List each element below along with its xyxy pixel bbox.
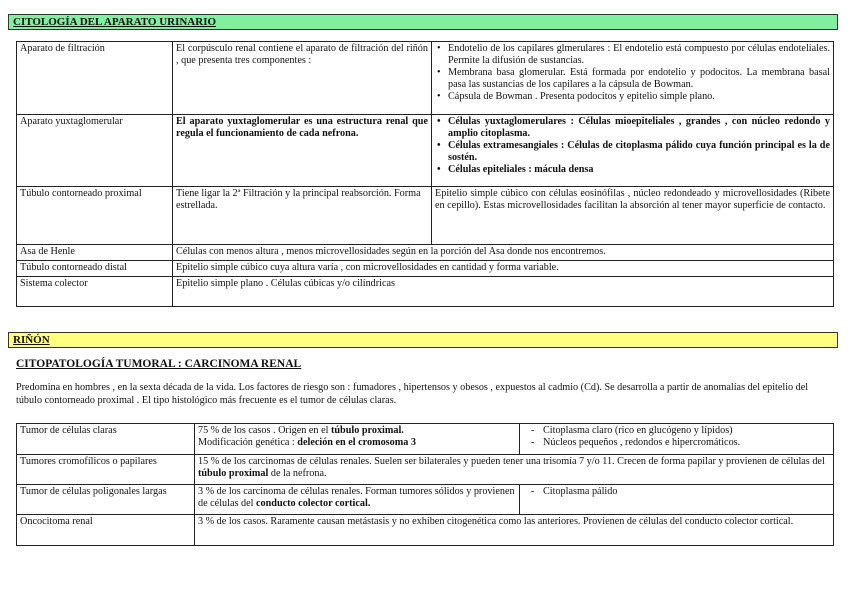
- row-label: Tumor de células poligonales largas: [17, 485, 195, 515]
- row-label: Túbulo contorneado proximal: [17, 187, 173, 245]
- list-item: • Endotelio de los capilares glmerulares : El endotelio está compuesto por células endoteliales. Permite la difusión de sustancias.: [448, 43, 830, 67]
- row-description: El aparato yuxtaglomerular es una estructura renal que regula el funcionamiento de cada nefrona.: [173, 115, 432, 187]
- row-description: Epitelio simple cúbico cuya altura varía , con microvellosidades en cantidad y forma variable.: [173, 261, 834, 277]
- row-label: Aparato yuxtaglomerular: [17, 115, 173, 187]
- list-item: - Núcleos pequeños , redondos e hipercromáticos.: [543, 437, 830, 449]
- row-label: Túbulo contorneado distal: [17, 261, 173, 277]
- text: Modificación genética :: [198, 437, 298, 449]
- row-description: 3 % de los casos. Raramente causan metástasis y no exhiben citogenética como las anteriores. Provienen de células del conducto colector cortical.: [195, 515, 834, 546]
- row-detail: [520, 424, 834, 455]
- bold-text: túbulo proximal.: [330, 425, 404, 436]
- text: 15 % de los carcinomas de células renales. Suelen ser bilaterales y pueden tener una trisomía 7 y/o 11. Crecen de forma papilar y provienen de células del: [198, 456, 825, 467]
- row-description: Epitelio simple plano . Células cúbicas y/o cilíndricas: [173, 277, 834, 307]
- table-row: [17, 261, 834, 277]
- row-detail: [520, 485, 834, 515]
- table-row: [17, 485, 834, 515]
- row-label: Aparato de filtración: [17, 42, 173, 115]
- row-description: Tiene ligar la 2ª Filtración y la principal reabsorción. Forma estrellada.: [173, 187, 432, 245]
- list-item: • Membrana basa glomerular. Está formada por endotelio y podocitos. La membrana basal pasa las sustancias de los capilares a la cápsula de Bowman.: [448, 67, 830, 91]
- list-item: • Cápsula de Bowman . Presenta podocitos y epitelio simple plano.: [448, 91, 830, 103]
- row-label: Oncocitoma renal: [17, 515, 195, 546]
- tumor-table: [16, 423, 834, 546]
- intro-paragraph: Predomina en hombres , en la sexta década de la vida. Los factores de riesgo son : fumadores , hipertensos y obesos , expuestos al cadmio (Cd). Se desarrolla a partir de anomalías del epitelio del túbulo contorneado proximal . El tipo histológico más frecuente es el tumor de células claras.: [16, 382, 809, 406]
- table-row: [17, 245, 834, 261]
- citologia-table: [16, 41, 834, 307]
- table-row: [17, 115, 834, 187]
- bold-text: conducto colector cortical.: [256, 498, 371, 510]
- text: 3 % de los carcinoma de células renales. Forman tumores sólidos y provienen de células del: [198, 486, 515, 510]
- row-description: Células con menos altura , menos microvellosidades según en la porción del Asa donde nos encontremos.: [173, 245, 834, 261]
- table-row: [17, 42, 834, 115]
- section-header-rinon: RIÑÓN: [8, 332, 838, 348]
- section-header-citologia: CITOLOGÍA DEL APARATO URINARIO: [8, 14, 838, 30]
- list-item: - Citoplasma claro (rico en glucógeno y lípidos): [543, 425, 830, 437]
- text: 75 % de los casos . Origen en el: [198, 425, 331, 436]
- bold-text: túbulo proximal: [198, 468, 269, 480]
- row-label: Tumor de células claras: [17, 424, 195, 455]
- bold-text: deleción en el cromosoma 3: [297, 437, 416, 449]
- row-label: Sistema colector: [17, 277, 173, 307]
- list-item: - Citoplasma pálido: [543, 486, 830, 498]
- row-description: [195, 485, 520, 515]
- row-detail: [432, 115, 834, 187]
- row-description: [195, 455, 834, 485]
- list-item: • Células yuxtaglomerulares : Células mioepiteliales , grandes , con núcleo redondo y amplio citoplasma.: [448, 116, 830, 140]
- subtitle: CITOPATOLOGÍA TUMORAL : CARCINOMA RENAL: [16, 358, 302, 370]
- table-row: [17, 187, 834, 245]
- row-detail: Epitelio simple cúbico con células eosinófilas , núcleo redondeado y microvellosidades (Ribete en cepillo). Estas microvellosidades facilitan la absorción al tener mayor superficie de contacto.: [432, 187, 834, 245]
- row-description: El corpúsculo renal contiene el aparato de filtración del riñón , que presenta tres componentes :: [173, 42, 432, 115]
- row-detail: [432, 42, 834, 115]
- table-row: [17, 455, 834, 485]
- row-label: Tumores cromofílicos o papilares: [17, 455, 195, 485]
- text: de la nefrona.: [268, 468, 327, 480]
- table-row: [17, 277, 834, 307]
- list-item: • Células epiteliales : mácula densa: [448, 164, 830, 176]
- table-row: [17, 424, 834, 455]
- row-description: [195, 424, 520, 455]
- table-row: [17, 515, 834, 546]
- row-label: Asa de Henle: [17, 245, 173, 261]
- list-item: • Células extramesangiales : Células de citoplasma pálido cuya función principal es la de sostén.: [448, 140, 830, 164]
